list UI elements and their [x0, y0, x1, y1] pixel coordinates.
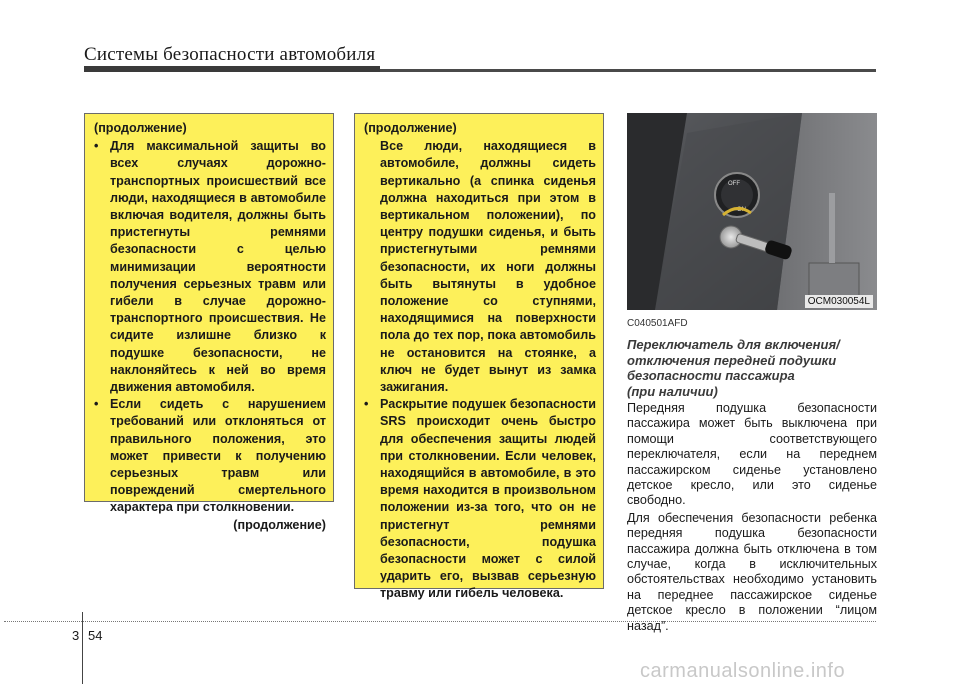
bullet-text: Для максимальной защиты во всех случаях дорожно-транспортных происшествий все люди, находящиеся в автомобиле включая водителя, должны быть пристегнуты ремнями безопасности с целью минимизации вероятности получения серьезных травм или гибели в случае дорожно-транспортного происшествия. Не сидите излишне близко к подушке безопасности, не наклоняйтесь к ней во время движения автомобиля.: [110, 139, 326, 395]
page-number: 54: [88, 628, 103, 643]
continued-label: (продолжение): [233, 517, 326, 532]
switch-off-label: OFF: [728, 181, 740, 187]
warning-bullet: [364, 396, 596, 602]
section-code: C040501AFD: [627, 318, 688, 329]
dashboard-side-illustration: [627, 113, 877, 310]
page-section-title: Системы безопасности автомобиля: [84, 44, 376, 65]
warning-box-left: [84, 113, 334, 532]
chapter-number: 3: [72, 628, 80, 643]
bullet-text: Если сидеть с нарушением требований или отклоняться от правильного положения, это может привести к получению серьезных травм или повреждений смертельного характера при столкновении.: [110, 397, 326, 515]
bullet-dot: •: [94, 139, 99, 154]
section-heading-line: отключения передней подушки: [627, 352, 837, 368]
warning-bullet: [94, 138, 326, 396]
header-rule-dark: [84, 66, 380, 72]
bullet-dot: •: [94, 397, 99, 412]
bullet-text: Раскрытие подушек безопасности SRS происходит очень быстро для обеспечения защиты людей при столкновении. Если человек, находящийся в автомобиле, в это время находится в произвольном положении из-за того, что он не пристегнут ремнями безопасности, подушка безопасности может с силой ударить его, вызвав серьезную травму или гибель человека.: [380, 397, 596, 601]
photo-caption: OCM030054L: [805, 295, 873, 308]
section-heading-line: Переключатель для включения/: [627, 337, 840, 352]
switch-on-label: ON: [737, 207, 746, 213]
section-heading-line: (при наличии): [627, 383, 718, 399]
watermark: carmanualsonline.info: [640, 660, 846, 682]
warning-bullet: [94, 396, 326, 516]
body-paragraph: Для обеспечения безопасности ребенка передняя подушка безопасности пассажира должна быть отключена в том случае, когда в исключительных обстоятельствах необходимо установить на переднее пассажирское сиденье детское кресло в положении “лицом назад”.: [627, 510, 877, 633]
footer-rule: [4, 621, 876, 623]
right-column: [627, 318, 877, 636]
warning-box-middle: [354, 113, 604, 601]
bullet-dot: •: [364, 397, 369, 412]
section-heading: [627, 337, 877, 399]
section-heading-line: безопасности пассажира: [627, 368, 795, 383]
continued-label: (продолжение): [364, 121, 457, 135]
airbag-switch-photo: [627, 113, 877, 310]
header-rule-light: [380, 69, 876, 72]
continued-label: (продолжение): [94, 121, 187, 135]
body-paragraph: Передняя подушка безопасности пассажира может быть выключена при помощи соответствующего переключателя, если на переднем пассажирском сиденье установлено детское кресло, или это сиденье свободно.: [627, 401, 877, 508]
warning-paragraph: Все люди, находящиеся в автомобиле, должны сидеть вертикально (а спинка сиденья должна находиться при этом в вертикальном положении), по центру подушки сиденья, и быть пристегнутыми ремнями безопасности, их ноги должны быть вытянуты в удобное положение со ступнями, находящимися на поверхности пола до тех пор, пока автомобиль не остановится на стоянке, а ключ не будет вынут из замка зажигания.: [380, 139, 596, 395]
